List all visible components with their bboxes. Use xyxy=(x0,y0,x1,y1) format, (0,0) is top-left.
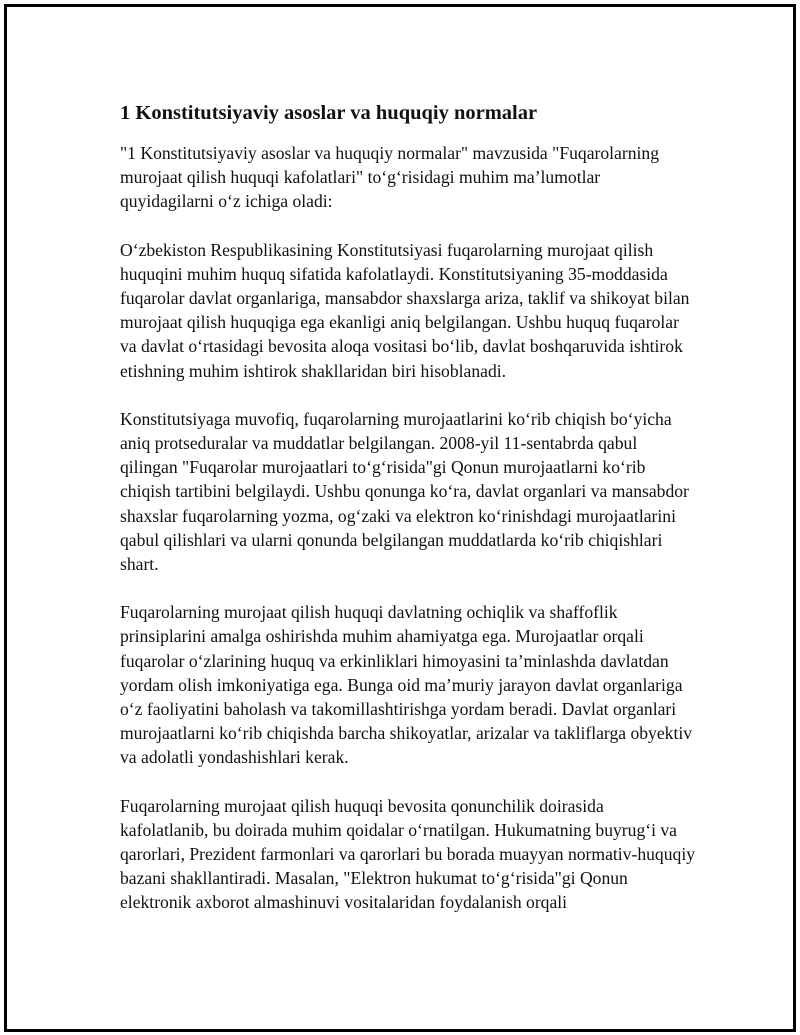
paragraph-procedures: Konstitutsiyaga muvofiq, fuqarolarning murojaatlarini ko‘rib chiqish bo‘yicha aniq protseduralar va muddatlar belgilangan. 2008-yil 11-sentabrda qabul qilingan "Fuqarolar murojaatlari to‘g‘risida"gi Qonun murojaatlarni ko‘rib chiqish tartibini belgilaydi. Ushbu qonunga ko‘ra, davlat organlari va mansabdor shaxslar fuqarolarning yozma, og‘zaki va elektron ko‘rinishdagi murojaatlarini qabul qilishlari va ularni qonunda belgilangan muddatlarda ko‘rib chiqishlari shart. xyxy=(120,408,689,575)
paragraph-legislation: Fuqarolarning murojaat qilish huquqi bevosita qonunchilik doirasida kafolatlanib, bu doirada muhim qoidalar o‘rnatilgan. Hukumatning buyrug‘i va qarorlari, Prezident farmonlari va qarorlari bu borada muayyan normativ-huquqiy bazani shakllantiradi. Masalan, "Elektron hukumat to‘g‘risida"gi Qonun elektronik axborot almashinuvi vositalaridan foydalanish orqali xyxy=(120,795,696,913)
paragraph-intro: "1 Konstitutsiyaviy asoslar va huquqiy normalar" mavzusida "Fuqarolarning murojaat qilish huquqi kafolatlari" to‘g‘risidagi muhim ma’lumotlar quyidagilarni o‘z ichiga oladi: xyxy=(120,143,659,212)
paragraph-transparency: Fuqarolarning murojaat qilish huquqi davlatning ochiqlik va shaffoflik prinsiplarini amalga oshirishda muhim ahamiyatga ega. Murojaatlar orqali fuqarolar o‘zlarining huquq va erkinliklari himoyasini ta’minlashda davlatdan yordam olish imkoniyatiga ega. Bunga oid ma’muriy jarayon davlat organlariga o‘z faoliyatini baholash va takomillashtirishga yordam beradi. Davlat organlari murojaatlarni ko‘rib chiqishda barcha shikoyatlar, arizalar va takliflarga obyektiv va adolatli yondashishlari kerak. xyxy=(120,602,693,768)
paragraph-constitution: O‘zbekiston Respublikasining Konstitutsiyasi fuqarolarning murojaat qilish huquqini muhim huquq sifatida kafolatlaydi. Konstitutsiyaning 35-moddasida fuqarolar davlat organlariga, mansabdor shaxslarga ariza, taklif va shikoyat bilan murojaat qilish huquqiga ega ekanligi aniq belgilangan. Ushbu huquq fuqarolar va davlat o‘rtasidagi bevosita aloqa vositasi bo‘lib, davlat boshqaruvida ishtirok etishning muhim ishtirok shakllaridan biri hisoblanadi. xyxy=(120,239,690,381)
document-body xyxy=(120,99,695,939)
page-frame xyxy=(4,4,796,1032)
section-heading: 1 Konstitutsiyaviy asoslar va huquqiy normalar xyxy=(120,102,538,124)
